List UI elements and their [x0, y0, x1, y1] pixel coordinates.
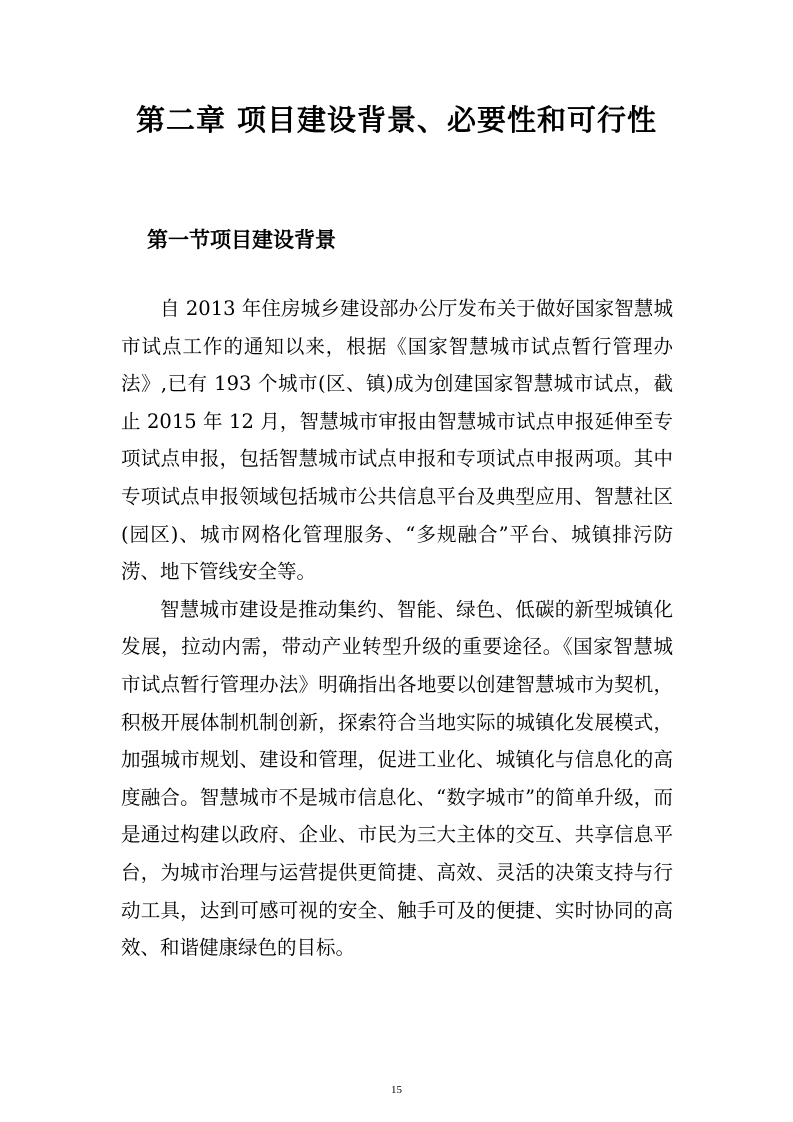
page-number: 15 [391, 1084, 402, 1096]
paragraph-2: 智慧城市建设是推动集约、智能、绿色、低碳的新型城镇化发展，拉动内需，带动产业转型升级的重要途径。《国家智慧城市试点暂行管理办法》明确指出各地要以创建智慧城市为契机，积极开展体制机制创新，探索符合当地实际的城镇化发展模式，加强城市规划、建设和管理，促进工业化、城镇化与信息化的高度融合。智慧城市不是城市信息化、“数字城市”的简单升级，而是通过构建以政府、企业、市民为三大主体的交互、共享信息平台，为城市治理与运营提供更简捷、高效、灵活的决策支持与行动工具，达到可感可视的安全、触手可及的便捷、实时协同的高效、和谐健康绿色的目标。 [121, 597, 673, 960]
chapter-title: 第二章 项目建设背景、必要性和可行性 [135, 103, 658, 137]
section-title: 第一节项目建设背景 [147, 228, 336, 252]
paragraph-1: 自 2013 年住房城乡建设部办公厅发布关于做好国家智慧城市试点工作的通知以来，根据《国家智慧城市试点暂行管理办法》,已有 193 个城市(区、镇)成为创建国家智慧城市试点，截止 2015 年 12 月，智慧城市审报由智慧城市试点申报延伸至专项试点申报，包括智慧城市试点申报和专项试点申报两项。其中专项试点申报领域包括城市公共信息平台及典型应用、智慧社区(园区)、城市网格化管理服务、“多规融合”平台、城镇排污防涝、地下管线安全等。 [121, 297, 673, 584]
body-text [121, 290, 673, 967]
